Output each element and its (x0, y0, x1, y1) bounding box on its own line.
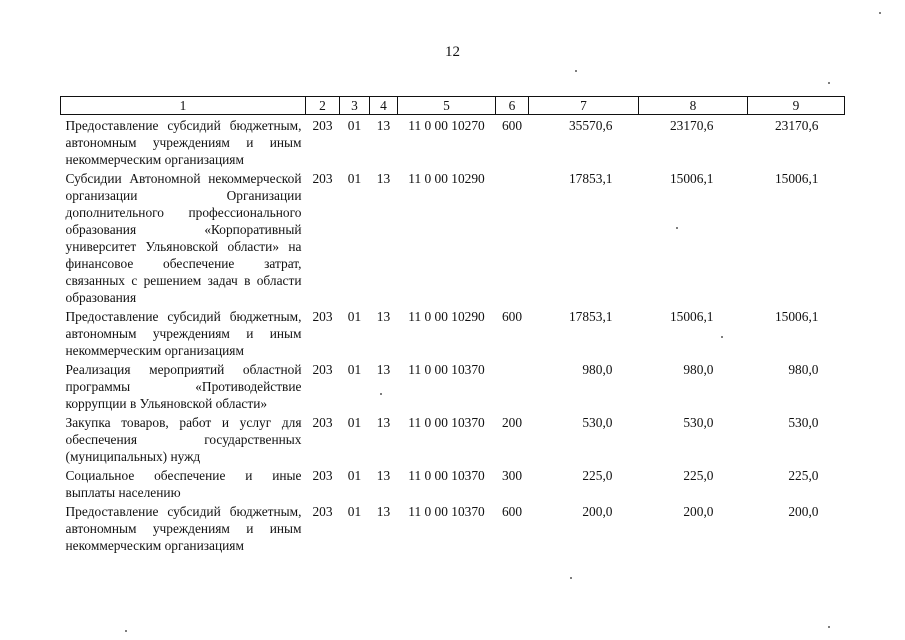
row-target-article: 11 0 00 10370 (408, 415, 485, 430)
table-row (61, 115, 845, 169)
row-section: 01 (347, 362, 362, 377)
row-expense-type: 600 (501, 118, 523, 133)
scan-speck (721, 336, 723, 338)
row-amount-1: 225,0 (582, 468, 613, 483)
row-amount-3: 23170,6 (774, 118, 819, 133)
row-expense-type: 600 (501, 309, 523, 324)
scan-speck (828, 82, 830, 84)
row-ministry: 203 (312, 118, 333, 133)
row-target-article: 11 0 00 10270 (408, 118, 485, 133)
row-amount-3: 15006,1 (774, 309, 819, 324)
table-row (61, 306, 845, 359)
scan-speck (676, 227, 678, 229)
row-subsection: 13 (376, 118, 391, 133)
row-amount-1: 200,0 (582, 504, 613, 519)
row-subsection: 13 (376, 415, 391, 430)
row-name: Предоставление субсидий бюджетным, автономным учреждениям и иным некоммерческим организациям (65, 118, 302, 167)
budget-table (60, 96, 845, 554)
header-col-5: 5 (398, 97, 496, 115)
page-number: 12 (445, 44, 460, 60)
table-row (61, 359, 845, 412)
row-subsection: 13 (376, 468, 391, 483)
row-name: Реализация мероприятий областной программы «Противодействие коррупции в Ульяновской области» (65, 362, 302, 411)
header-row (61, 97, 845, 115)
row-amount-2: 200,0 (683, 504, 714, 519)
table-row (61, 465, 845, 501)
row-amount-3: 15006,1 (774, 171, 819, 186)
row-section: 01 (347, 309, 362, 324)
row-amount-2: 225,0 (683, 468, 714, 483)
row-amount-3: 225,0 (788, 468, 819, 483)
row-section: 01 (347, 468, 362, 483)
row-amount-1: 17853,1 (568, 309, 613, 324)
table-row (61, 168, 845, 306)
row-amount-3: 530,0 (788, 415, 819, 430)
row-subsection: 13 (376, 504, 391, 519)
scan-speck (575, 70, 577, 72)
header-col-4: 4 (370, 97, 398, 115)
row-target-article: 11 0 00 10290 (408, 171, 485, 186)
row-expense-type: 600 (501, 504, 523, 519)
row-amount-2: 980,0 (683, 362, 714, 377)
header-col-6: 6 (496, 97, 529, 115)
row-section: 01 (347, 171, 362, 186)
row-name: Закупка товаров, работ и услуг для обеспечения государственных (муниципальных) нужд (65, 415, 302, 464)
row-name: Предоставление субсидий бюджетным, автономным учреждениям и иным некоммерческим организациям (65, 504, 302, 553)
row-target-article: 11 0 00 10290 (408, 309, 485, 324)
row-target-article: 11 0 00 10370 (408, 468, 485, 483)
row-expense-type: 200 (501, 415, 523, 430)
row-amount-2: 15006,1 (669, 309, 714, 324)
header-col-7: 7 (529, 97, 639, 115)
row-section: 01 (347, 504, 362, 519)
row-target-article: 11 0 00 10370 (408, 504, 485, 519)
row-name: Социальное обеспечение и иные выплаты населению (65, 468, 302, 500)
row-amount-3: 200,0 (788, 504, 819, 519)
scan-speck (828, 626, 830, 628)
table-row (61, 501, 845, 554)
row-name: Предоставление субсидий бюджетным, автономным учреждениям и иным некоммерческим организациям (65, 309, 302, 358)
row-amount-2: 15006,1 (669, 171, 714, 186)
scan-speck (879, 12, 881, 14)
table-header (61, 97, 845, 115)
scan-speck (380, 393, 382, 395)
row-amount-1: 35570,6 (568, 118, 613, 133)
scan-speck (570, 577, 572, 579)
header-col-9: 9 (748, 97, 845, 115)
row-section: 01 (347, 415, 362, 430)
row-amount-1: 17853,1 (568, 171, 613, 186)
row-subsection: 13 (376, 309, 391, 324)
row-ministry: 203 (312, 415, 333, 430)
row-subsection: 13 (376, 171, 391, 186)
header-col-1: 1 (61, 97, 306, 115)
header-col-8: 8 (639, 97, 748, 115)
row-subsection: 13 (376, 362, 391, 377)
row-name: Субсидии Автономной некоммерческой организации Организации дополнительного профессионального образования «Корпоративный университет Ульяновской области» на финансовое обеспечение затрат, связанных с решением задач в области образования (65, 171, 302, 305)
row-ministry: 203 (312, 362, 333, 377)
row-amount-1: 980,0 (582, 362, 613, 377)
row-amount-1: 530,0 (582, 415, 613, 430)
table-body (61, 115, 845, 555)
table-row (61, 412, 845, 465)
row-ministry: 203 (312, 309, 333, 324)
row-expense-type (496, 168, 529, 306)
header-col-2: 2 (306, 97, 340, 115)
row-ministry: 203 (312, 171, 333, 186)
row-ministry: 203 (312, 468, 333, 483)
row-amount-3: 980,0 (788, 362, 819, 377)
row-target-article: 11 0 00 10370 (408, 362, 485, 377)
row-amount-2: 23170,6 (669, 118, 714, 133)
scan-speck (125, 630, 127, 632)
row-expense-type (496, 359, 529, 412)
header-col-3: 3 (340, 97, 370, 115)
row-expense-type: 300 (501, 468, 523, 483)
row-amount-2: 530,0 (683, 415, 714, 430)
row-section: 01 (347, 118, 362, 133)
row-ministry: 203 (312, 504, 333, 519)
